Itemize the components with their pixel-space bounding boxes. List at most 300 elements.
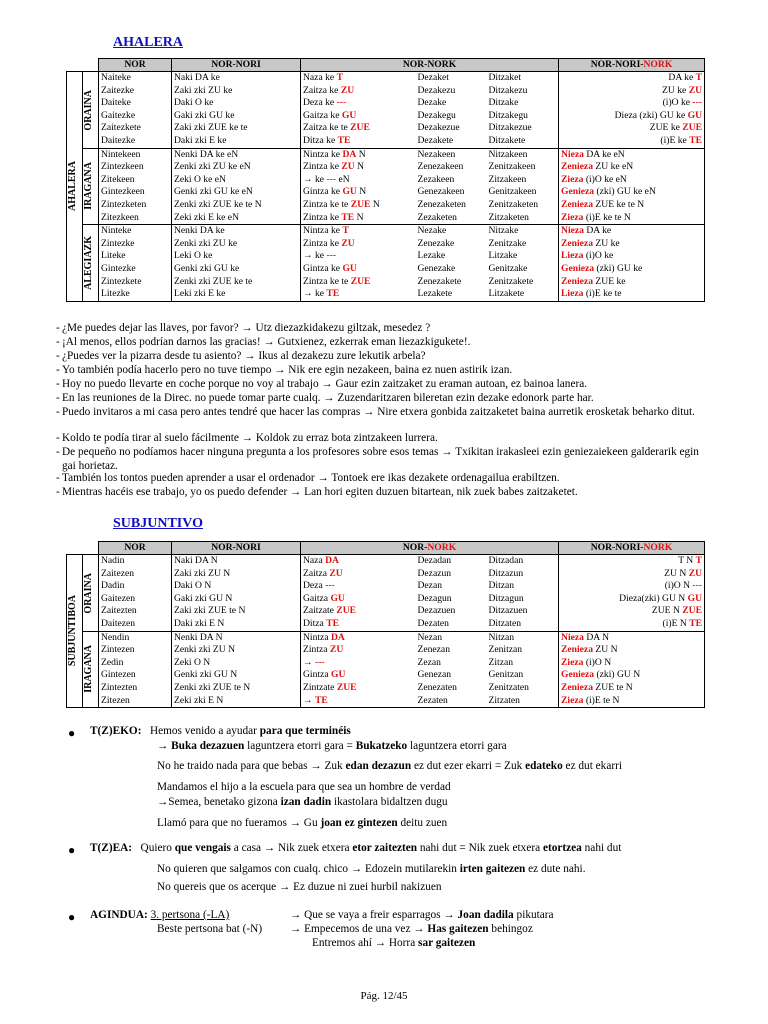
- cell-line: Zaki zki ZU ke: [174, 84, 233, 96]
- cell-line: [303, 695, 414, 708]
- cell-part: Gintza ke: [303, 262, 341, 274]
- header-nor-nori-nork: NOR-NORI-NORK: [559, 542, 705, 555]
- cell-red-part: TE: [337, 134, 351, 146]
- example-item: [56, 336, 708, 350]
- block-label: IRAGANA: [83, 645, 94, 694]
- cell-red-part: TE: [326, 617, 339, 629]
- cell-red-part: GU: [330, 669, 346, 681]
- cell-line: [561, 555, 702, 568]
- cell-part: N: [372, 198, 380, 210]
- cell-line: Zitezen: [101, 694, 130, 706]
- cell-part: (i)E te N: [585, 694, 620, 706]
- cell-line: [303, 657, 414, 670]
- cell-part: Deza ke: [303, 97, 335, 109]
- cell-part: (i)E ke te: [585, 288, 622, 300]
- cell-line: Zaitezten: [101, 605, 137, 617]
- cell-line: Dezazuen: [417, 605, 456, 617]
- cell-line: Zintezketen: [101, 198, 147, 210]
- cell-red-part: ZU: [688, 567, 703, 579]
- cell-red-part: T: [695, 555, 703, 566]
- cell-red-part: TE: [315, 694, 328, 706]
- nor-nori-nork-cell: [559, 631, 705, 708]
- cell-part: Naza ke: [303, 72, 335, 83]
- bullet-dash: -: [56, 392, 60, 404]
- cell-line: Zintezen: [101, 644, 135, 656]
- cell-line: Zintezkete: [101, 275, 142, 287]
- cell-line: Genitzake: [488, 262, 528, 274]
- cell-part: → ke: [303, 173, 325, 185]
- cell-line: Genitzakeen: [488, 186, 537, 198]
- cell-line: [303, 263, 414, 276]
- example-item: [56, 350, 708, 364]
- cell-red-part: Zieza: [561, 656, 584, 668]
- cell-line: Daiteke: [101, 97, 131, 109]
- cell-part: N: [358, 148, 366, 160]
- cell-line: [561, 135, 702, 148]
- cell-red-part: GU: [342, 262, 357, 274]
- page-number: Pág. 12/45: [360, 990, 408, 1002]
- cell-line: [561, 288, 702, 301]
- cell-red-part: ZUE: [350, 198, 371, 210]
- block-label: ORAINA: [83, 89, 94, 131]
- cell-line: Nezake: [417, 225, 447, 237]
- cell-line: [561, 199, 702, 212]
- nor-cell: [99, 225, 172, 302]
- cell-part: ZU N: [664, 567, 687, 579]
- cell-line: Genezakeen: [417, 186, 465, 198]
- cell-red-part: DA: [342, 148, 357, 160]
- cell-red-part: Genieza: [561, 669, 595, 681]
- table-row: [67, 225, 705, 302]
- cell-line: Nitzan: [488, 631, 515, 643]
- cell-line: Zenki zki ZU N: [174, 644, 236, 656]
- cell-red-part: ZU: [341, 161, 355, 173]
- cell-red-part: ---: [692, 580, 703, 592]
- cell-line: Zitzaten: [488, 694, 520, 706]
- cell-line: Genki zki GU ke: [174, 262, 240, 274]
- cell-line: [561, 225, 702, 238]
- cell-line: [303, 276, 414, 289]
- cell-red-part: ZU: [329, 644, 344, 656]
- cell-red-part: Zenieza: [561, 161, 593, 173]
- cell-line: Dezaten: [417, 617, 449, 629]
- example-text: Puedo invitaros a mi casa pero antes tendré que hacer las compras → Nire etxera gonbida zaitzaketet baina aurretik erosketak beharko ditut.: [62, 406, 695, 418]
- example-text: Hoy no puedo llevarte en coche porque no voy al trabajo → Gaur ezin zaitzaket zu eraman autoan, ez bainoa lanera.: [62, 378, 588, 390]
- cell-line: Zenezan: [417, 644, 450, 656]
- cell-red-part: DA: [330, 631, 345, 643]
- tzea-line1: T(Z)EA: Quiero que vengais a casa → Nik zuek etxera etor zaitezten nahi dut = Nik zuek etxera etortzea nahi dut: [90, 842, 622, 854]
- example-text: De pequeño no podíamos hacer ninguna pregunta a los profesores sobre esos temas → Txikitan irakasleei ezin geniezaiekeen galderarik egin gai horietaz.: [62, 446, 699, 472]
- tzeko-line6: Llamó para que no fueramos → Gu joan ez gintezen deitu zuen: [157, 817, 448, 829]
- cell-line: Genezan: [417, 669, 452, 681]
- cell-line: [561, 72, 702, 85]
- cell-line: Zaki zki ZUE ke te: [174, 122, 248, 134]
- arrow-icon: →: [157, 740, 169, 752]
- cell-line: Gaki zki GU ke: [174, 109, 235, 121]
- cell-part: Deza: [303, 580, 323, 592]
- cell-line: [303, 174, 414, 187]
- cell-line: Zitzaketen: [488, 211, 529, 223]
- cell-line: Zenitzan: [488, 644, 523, 656]
- cell-line: Zezaten: [417, 694, 448, 706]
- cell-red-part: ---: [692, 97, 703, 109]
- cell-line: Gaitezke: [101, 109, 136, 121]
- cell-line: Dezakezue: [417, 122, 460, 134]
- header-nor-nori-nork: NOR-NORI-NORK: [559, 59, 705, 72]
- cell-red-part: Nieza: [561, 631, 584, 643]
- bullet-dash: -: [56, 446, 60, 458]
- cell-red-part: Nieza: [561, 225, 584, 237]
- ahalera-title: AHALERA: [113, 35, 184, 50]
- bullet-dash: -: [56, 336, 60, 348]
- block-label-cell: [83, 148, 99, 225]
- cell-red-part: T: [336, 72, 343, 83]
- cell-line: Zaitezkete: [101, 122, 141, 134]
- cell-part: Naza: [303, 555, 323, 566]
- cell-red-part: Zieza: [561, 211, 584, 223]
- cell-line: [303, 682, 414, 695]
- cell-red-part: ZUE: [350, 275, 371, 287]
- cell-line: Zenezakeen: [417, 161, 464, 173]
- cell-line: Ninteke: [101, 225, 132, 237]
- cell-line: [561, 85, 702, 98]
- cell-line: Zeki zki E N: [174, 694, 224, 706]
- cell-part: Zaitza ke: [303, 84, 339, 96]
- cell-line: [303, 669, 414, 682]
- cell-line: Zaitezke: [101, 84, 135, 96]
- cell-part: (i)O ke: [585, 250, 614, 262]
- cell-line: [303, 568, 414, 581]
- cell-line: [561, 263, 702, 276]
- cell-red-part: ---: [315, 656, 325, 668]
- agindua-line2: Beste pertsona bat (-N): [157, 923, 263, 935]
- cell-line: Nitzake: [488, 225, 519, 237]
- cell-line: Liteke: [101, 250, 126, 262]
- example-item: [56, 432, 708, 446]
- nor-cell: [99, 148, 172, 225]
- cell-line: Ditzaten: [488, 617, 521, 629]
- cell-line: Zaki zki ZU N: [174, 567, 231, 579]
- cell-part: Zintza ke: [303, 161, 339, 173]
- cell-part: Dieza (zki) GU ke: [614, 109, 686, 121]
- block-label: ALEGIAZK: [83, 235, 94, 290]
- cell-line: [561, 122, 702, 135]
- cell-line: Ditzakezue: [488, 122, 532, 134]
- nor-nork-b-cell: [416, 555, 487, 632]
- cell-line: Nezan: [417, 631, 442, 643]
- cell-red-part: GU: [687, 592, 703, 604]
- cell-line: Genezake: [417, 262, 456, 274]
- cell-line: Leki O ke: [174, 250, 213, 262]
- arrow-icon: →: [157, 796, 169, 808]
- block-label: IRAGANA: [83, 162, 94, 211]
- header-nor-nori: NOR-NORI: [172, 542, 301, 555]
- cell-line: Nitzakeen: [488, 148, 528, 160]
- cell-line: Nintekeеn: [101, 148, 141, 160]
- cell-part: (i)E N: [662, 617, 687, 629]
- nor-nori-nork-cell: [559, 555, 705, 632]
- cell-red-part: Zieza: [561, 694, 584, 706]
- cell-red-part: Zenieza: [561, 275, 593, 287]
- cell-line: [303, 593, 414, 606]
- cell-line: Gaitezen: [101, 592, 136, 604]
- example-item: [56, 446, 708, 473]
- cell-line: Litezke: [101, 288, 130, 300]
- cell-line: Ditzakezu: [488, 84, 528, 96]
- table-row: [67, 72, 705, 149]
- cell-line: [303, 212, 414, 225]
- example-item: [56, 486, 708, 500]
- cell-red-part: ZU: [341, 237, 355, 249]
- cell-part: T N: [678, 555, 694, 566]
- cell-part: (i)O ke eN: [585, 173, 627, 185]
- example-text: En las reuniones de la Direc. no puede tomar parte cualq. → Zuzendaritzaren bileretan ezin dezake edonork parte har.: [62, 392, 594, 404]
- bullet-dash: -: [56, 486, 60, 498]
- cell-part: Zaitzate: [303, 605, 334, 617]
- header-nor-nork: NOR-NORK: [301, 59, 559, 72]
- cell-line: Zenezaketen: [417, 198, 466, 210]
- nor-nork-b-cell: [416, 148, 487, 225]
- cell-part: (i)O ke: [662, 97, 691, 109]
- cell-red-part: T: [695, 72, 703, 83]
- example-item: [56, 364, 708, 378]
- cell-red-part: GU: [687, 109, 703, 121]
- nor-nork-c-cell: [487, 631, 559, 708]
- block-label-cell: [83, 72, 99, 149]
- group-label-cell: [67, 72, 83, 302]
- bullet-dash: -: [56, 378, 60, 390]
- cell-red-part: ZU: [340, 84, 355, 96]
- cell-line: Zenitzakeen: [488, 161, 536, 173]
- cell-line: Dezakete: [417, 134, 454, 146]
- cell-line: Dezadan: [417, 555, 452, 566]
- cell-line: [561, 276, 702, 289]
- cell-red-part: Zenieza: [561, 237, 593, 249]
- cell-line: Zintezke: [101, 237, 135, 249]
- header-nor-nork: NOR-NORK: [301, 542, 559, 555]
- cell-line: [303, 149, 414, 162]
- cell-part: (i)O N: [664, 580, 691, 592]
- cell-red-part: ZU: [688, 84, 703, 96]
- example-text: Yo también podía hacerlo pero no tuve tiempo → Nik ere egin nezakeen, baina ez nuen astirik izan.: [62, 364, 513, 376]
- cell-line: Nenki DA ke eN: [174, 148, 239, 160]
- cell-part: DA ke: [668, 72, 694, 83]
- example-text: También los tontos pueden aprender a usar el ordenador → Tontoek ere ikas dezakete ordenagailua erabiltzen.: [62, 472, 560, 484]
- cell-line: [561, 682, 702, 695]
- cell-line: [561, 97, 702, 110]
- cell-line: Daitezen: [101, 617, 136, 629]
- cell-part: Zintza ke: [303, 237, 339, 249]
- cell-part: (i)O N: [585, 656, 612, 668]
- cell-part: Gaitza ke: [303, 109, 340, 121]
- cell-line: Dezaket: [417, 72, 449, 83]
- nor-nori-cell: [172, 148, 301, 225]
- nor-nori-cell: [172, 631, 301, 708]
- cell-line: Genitzan: [488, 669, 524, 681]
- cell-line: [303, 555, 414, 568]
- table-row: [67, 631, 705, 708]
- cell-line: Ditzaket: [488, 72, 521, 83]
- cell-part: →: [303, 656, 313, 668]
- cell-red-part: ---: [326, 250, 337, 262]
- nor-nork-b-cell: [416, 72, 487, 149]
- cell-part: Zintzate: [303, 681, 335, 693]
- nor-nori-nork-cell: [559, 225, 705, 302]
- cell-part: DA ke eN: [586, 148, 625, 160]
- cell-line: Ditzagun: [488, 592, 524, 604]
- cell-line: Zedin: [101, 656, 124, 668]
- cell-part: ZUE ke: [649, 122, 680, 134]
- cell-line: [303, 122, 414, 135]
- nor-nork-a-cell: [301, 225, 416, 302]
- cell-part: Ditza ke: [303, 134, 336, 146]
- cell-line: [561, 669, 702, 682]
- cell-part: →: [303, 694, 313, 706]
- cell-line: Litzake: [488, 250, 518, 262]
- cell-line: Zenki zki ZU ke eN: [174, 161, 251, 173]
- bullet-dash: -: [56, 364, 60, 376]
- cell-part: Zintza ke: [303, 211, 339, 223]
- cell-line: Zenitzaketen: [488, 198, 539, 210]
- cell-line: [561, 212, 702, 225]
- nor-cell: [99, 555, 172, 632]
- cell-line: Nenki DA ke: [174, 225, 225, 237]
- cell-red-part: TE: [689, 134, 703, 146]
- cell-line: Nenki DA N: [174, 631, 223, 643]
- group-label: SUBJUNTIBOA: [67, 595, 78, 667]
- cell-red-part: ZUE: [682, 605, 703, 617]
- nor-nork-a-cell: [301, 72, 416, 149]
- cell-red-part: ZUE: [682, 122, 703, 134]
- cell-line: [303, 85, 414, 98]
- tzea-line3: No quereis que os acerque → Ez duzue ni zuei hurbil nakizuen: [157, 881, 442, 893]
- bullet-dash: -: [56, 472, 60, 484]
- cell-red-part: ZUE: [336, 605, 357, 617]
- header-nor-nori: NOR-NORI: [172, 59, 301, 72]
- cell-line: Daki O N: [174, 580, 212, 592]
- cell-part: N: [356, 211, 364, 223]
- cell-line: Zenki zki ZUE ke te N: [174, 198, 262, 210]
- cell-line: Zitekeen: [101, 173, 135, 185]
- tzeko-line4: Mandamos el hijo a la escuela para que sea un hombre de verdad: [157, 781, 451, 793]
- cell-line: Zezaketen: [417, 211, 457, 223]
- cell-part: (zki) GU ke eN: [596, 186, 656, 198]
- cell-line: Zaki zki ZUE te N: [174, 605, 246, 617]
- cell-line: Lezakete: [417, 288, 453, 300]
- cell-line: Naiteke: [101, 72, 131, 83]
- cell-line: Daki zki E ke: [174, 134, 227, 146]
- cell-line: [303, 618, 414, 631]
- group-label: AHALERA: [67, 161, 78, 212]
- cell-part: DA N: [586, 631, 609, 643]
- example-item: [56, 322, 708, 336]
- cell-part: → ke: [303, 288, 325, 300]
- table-row: [67, 555, 705, 632]
- cell-part: Dieza(zki) GU N: [619, 592, 686, 604]
- cell-line: Gintezkeen: [101, 186, 145, 198]
- cell-line: Zeki O ke eN: [174, 173, 226, 185]
- cell-line: [561, 110, 702, 123]
- cell-red-part: Zenieza: [561, 644, 593, 656]
- cell-part: DA ke: [586, 225, 612, 237]
- cell-part: (i)E ke te N: [585, 211, 631, 223]
- cell-line: Zintezkeen: [101, 161, 144, 173]
- cell-line: Genki zki GU ke eN: [174, 186, 253, 198]
- nor-nori-cell: [172, 555, 301, 632]
- cell-line: [561, 568, 702, 581]
- cell-line: Zeki zki E ke eN: [174, 211, 239, 223]
- cell-part: ZUE te N: [595, 681, 633, 693]
- cell-line: Ditzazun: [488, 567, 524, 579]
- cell-red-part: Nieza: [561, 148, 584, 160]
- cell-line: [561, 186, 702, 199]
- cell-red-part: Lieza: [561, 288, 584, 300]
- cell-part: eN: [338, 173, 350, 185]
- cell-line: [561, 238, 702, 251]
- example-text: ¡Al menos, ellos podrían darnos las gracias! → Gutxienez, ezkerrak eman liezazkigukete!.: [62, 336, 471, 348]
- cell-red-part: ZUE: [336, 681, 357, 693]
- cell-line: Litzakete: [488, 288, 525, 300]
- cell-line: Dezake: [417, 97, 447, 109]
- cell-red-part: Lieza: [561, 250, 584, 262]
- cell-line: Dezan: [417, 580, 442, 592]
- cell-part: ZUE ke te N: [595, 198, 645, 210]
- cell-part: Zaitza: [303, 567, 327, 579]
- cell-red-part: GU: [330, 592, 345, 604]
- tzea-line2: No quieren que salgamos con cualq. chico → Edozein mutilarekin irten gaitezen ez dute nahi.: [157, 863, 586, 875]
- nor-cell: [99, 72, 172, 149]
- cell-part: Zintza ke te: [303, 198, 349, 210]
- cell-line: Zitzakeen: [488, 173, 527, 185]
- cell-line: [303, 644, 414, 657]
- cell-line: [303, 135, 414, 148]
- cell-line: Dadin: [101, 580, 125, 592]
- ahalera-table: [66, 58, 705, 302]
- agindua-r3: Entremos ahí → Horra sar gaitezen: [312, 937, 476, 949]
- cell-line: Zenezake: [417, 237, 455, 249]
- nor-nork-b-cell: [416, 225, 487, 302]
- bullet-dash: -: [56, 406, 60, 418]
- cell-line: Zenki zki ZU ke: [174, 237, 238, 249]
- cell-line: Gaki zki GU N: [174, 592, 233, 604]
- example-text: ¿Puedes ver la pizarra desde tu asiento? → Ikus al dezakezu zure lekutik arbela?: [62, 350, 426, 362]
- cell-part: ZU N: [595, 644, 618, 656]
- cell-part: Gintza: [303, 669, 329, 681]
- cell-line: [561, 632, 702, 645]
- cell-line: [561, 657, 702, 670]
- cell-line: [561, 605, 702, 618]
- agindua-r1: → Que se vaya a freir esparragos → Joan dadila pikutara: [290, 909, 554, 921]
- cell-line: Zintezten: [101, 681, 138, 693]
- cell-line: Dezazun: [417, 567, 452, 579]
- nor-nori-nork-cell: [559, 72, 705, 149]
- cell-line: Zeki O N: [174, 656, 211, 668]
- cell-part: (i)E ke: [660, 134, 687, 146]
- cell-part: Zintza: [303, 644, 328, 656]
- cell-line: [561, 174, 702, 187]
- bullet-dash: -: [56, 350, 60, 362]
- cell-part: Zaitza ke te: [303, 122, 348, 134]
- cell-line: Zenitzake: [488, 237, 527, 249]
- cell-red-part: T: [342, 225, 349, 237]
- nor-nori-cell: [172, 72, 301, 149]
- group-label-cell: [67, 555, 83, 708]
- cell-line: Nadin: [101, 555, 125, 566]
- cell-line: Zenezakete: [417, 275, 462, 287]
- cell-line: Zitezkeen: [101, 211, 139, 223]
- cell-line: [303, 580, 414, 593]
- cell-line: Lezake: [417, 250, 446, 262]
